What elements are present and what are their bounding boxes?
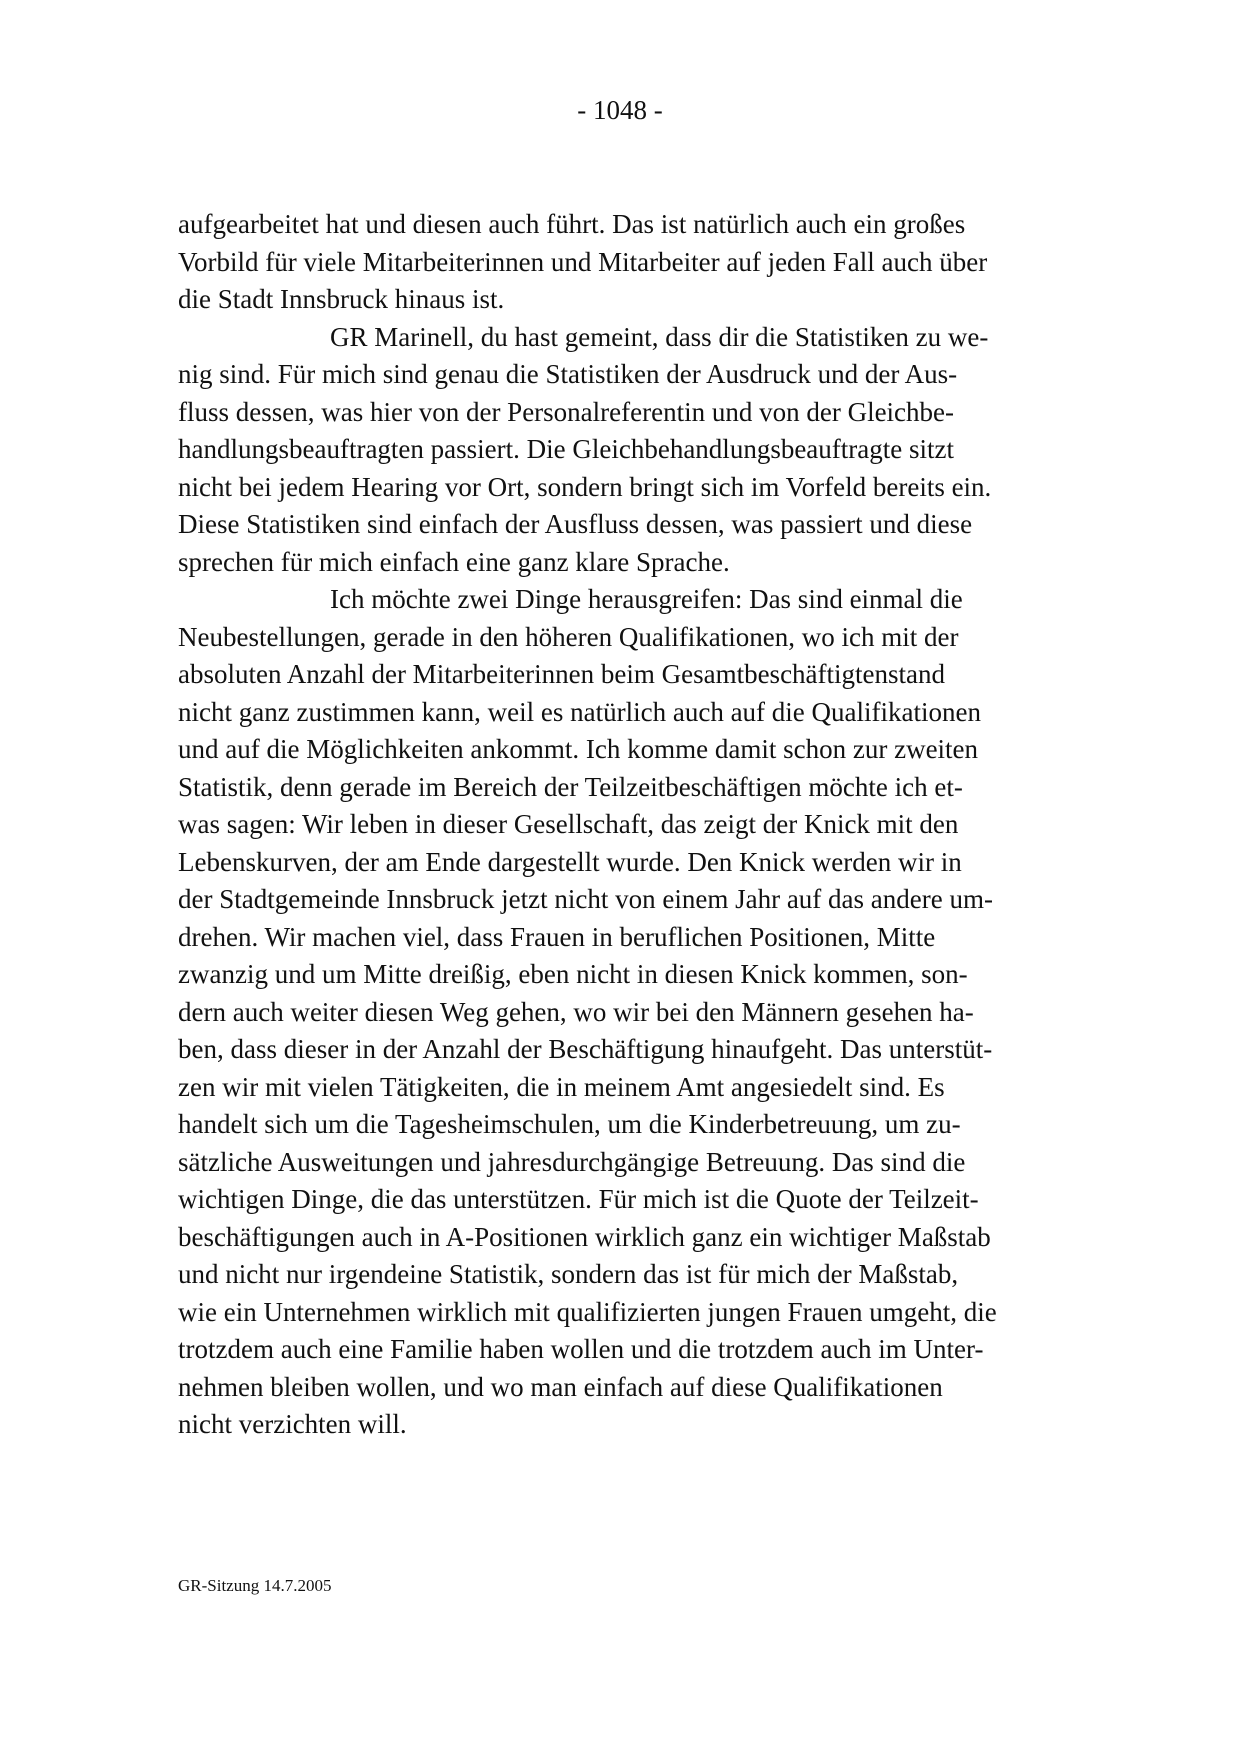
- text-line: sätzliche Ausweitungen und jahresdurchgängige Betreuung. Das sind die: [178, 1146, 966, 1177]
- text-line: nicht bei jedem Hearing vor Ort, sondern bringt sich im Vorfeld bereits ein.: [178, 471, 992, 502]
- text-line: drehen. Wir machen viel, dass Frauen in beruflichen Positionen, Mitte: [178, 921, 936, 952]
- text-line: Diese Statistiken sind einfach der Ausfluss dessen, was passiert und diese: [178, 509, 973, 539]
- text-line: und auf die Möglichkeiten ankommt. Ich komme damit schon zur zweiten: [178, 734, 979, 764]
- text-line: wichtigen Dinge, die das unterstützen. Für mich ist die Quote der Teilzeit-: [178, 1184, 979, 1214]
- text-line: die Stadt Innsbruck hinaus ist.: [178, 284, 505, 314]
- paragraph-start-line: GR Marinell, du hast gemeint, dass dir die Statistiken zu we-: [330, 321, 989, 352]
- text-line: handelt sich um die Tagesheimschulen, um die Kinderbetreuung, um zu-: [178, 1109, 961, 1139]
- text-line: nicht ganz zustimmen kann, weil es natürlich auch auf die Qualifikationen: [178, 696, 981, 727]
- text-line: Vorbild für viele Mitarbeiterinnen und Mitarbeiter auf jeden Fall auch über: [178, 246, 988, 277]
- text-line: zwanzig und um Mitte dreißig, eben nicht in diesen Knick kommen, son-: [178, 959, 968, 989]
- body-text: [178, 206, 1078, 1444]
- paragraph-start-line: Ich möchte zwei Dinge herausgreifen: Das sind einmal die: [330, 584, 963, 614]
- text-line: dern auch weiter diesen Weg gehen, wo wir bei den Männern gesehen ha-: [178, 996, 974, 1027]
- text-line: trotzdem auch eine Familie haben wollen und die trotzdem auch im Unter-: [178, 1334, 984, 1364]
- text-line: handlungsbeauftragten passiert. Die Gleichbehandlungsbeauftragte sitzt: [178, 434, 954, 464]
- text-line: absoluten Anzahl der Mitarbeiterinnen beim Gesamtbeschäftigtenstand: [178, 659, 946, 689]
- text-line: Neubestellungen, gerade in den höheren Qualifikationen, wo ich mit der: [178, 621, 959, 652]
- text-line: Statistik, denn gerade im Bereich der Teilzeitbeschäftigen möchte ich et-: [178, 771, 963, 802]
- text-line: beschäftigungen auch in A-Positionen wirklich ganz ein wichtiger Maßstab: [178, 1221, 991, 1252]
- text-line: und nicht nur irgendeine Statistik, sondern das ist für mich der Maßstab,: [178, 1259, 959, 1289]
- text-line: aufgearbeitet hat und diesen auch führt. Das ist natürlich auch ein großes: [178, 209, 966, 239]
- text-line: der Stadtgemeinde Innsbruck jetzt nicht von einem Jahr auf das andere um-: [178, 884, 993, 914]
- text-line: was sagen: Wir leben in dieser Gesellschaft, das zeigt der Knick mit den: [178, 809, 959, 839]
- footer-session-date: GR-Sitzung 14.7.2005: [178, 1576, 332, 1595]
- text-line: Lebenskurven, der am Ende dargestellt wurde. Den Knick werden wir in: [178, 846, 962, 877]
- text-line: wie ein Unternehmen wirklich mit qualifizierten jungen Frauen umgeht, die: [178, 1296, 997, 1327]
- text-line: nig sind. Für mich sind genau die Statistiken der Ausdruck und der Aus-: [178, 359, 958, 389]
- text-line: nehmen bleiben wollen, und wo man einfach auf diese Qualifikationen: [178, 1371, 943, 1402]
- text-line: ben, dass dieser in der Anzahl der Beschäftigung hinaufgeht. Das unterstüt-: [178, 1034, 993, 1064]
- page-number: - 1048 -: [577, 95, 663, 125]
- text-line: fluss dessen, was hier von der Personalreferentin und von der Gleichbe-: [178, 396, 955, 427]
- text-line: zen wir mit vielen Tätigkeiten, die in meinem Amt angesiedelt sind. Es: [178, 1071, 945, 1102]
- text-line: nicht verzichten will.: [178, 1409, 407, 1439]
- text-line: sprechen für mich einfach eine ganz klare Sprache.: [178, 546, 730, 577]
